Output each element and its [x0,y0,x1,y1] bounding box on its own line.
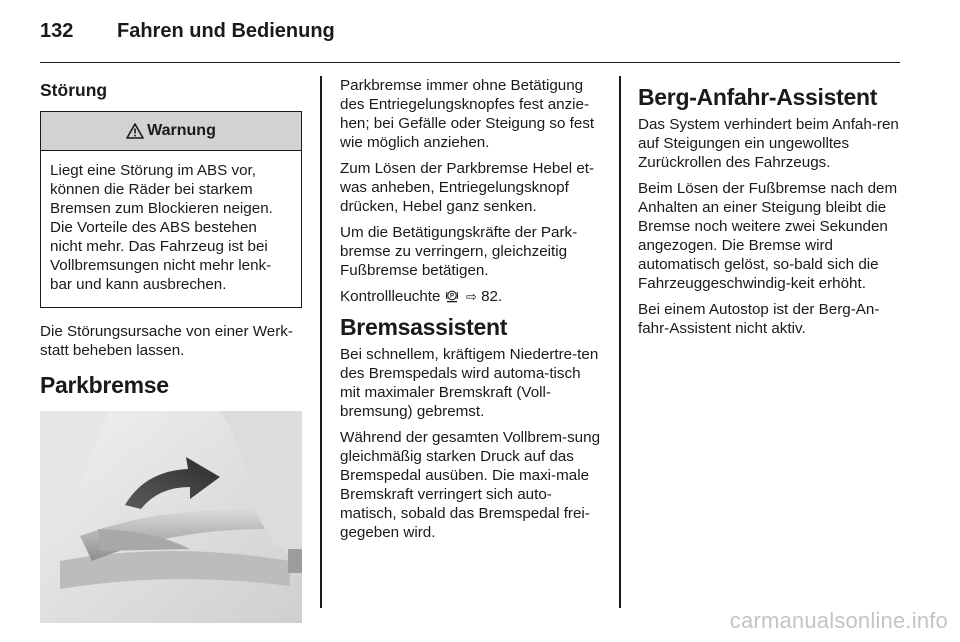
warning-label: Warnung [147,122,216,139]
heading-parkbremse: Parkbremse [40,372,169,398]
watermark-text: carmanualsonline.info [729,608,948,633]
page-reference-icon: ⇨ [465,289,477,304]
paragraph-anziehen: Parkbremse immer ohne Betätigung des Entriegelungsknopfes fest anzie-hen; bei Gefälle oder Steigung so fest wie möglich anziehen. [340,77,595,151]
heading-bremsassistent: Bremsassistent [340,314,508,340]
paragraph-kontrollleuchte [340,287,604,306]
heading-stoerung: Störung [40,80,108,100]
paragraph-loesen-fussbremse: Beim Lösen der Fußbremse nach dem Anhalten an einer Steigung bleibt die Bremse noch weitere zwei Sekunden angezogen. Die Bremse wird automatisch gelöst, so-bald sich die Fahrzeuggeschwindig-keit erhöht. [638,180,898,292]
paragraph-system-verhindert: Das System verhindert beim Anfah-ren auf Steigungen ein ungewolltes Zurückrollen des Fahrzeugs. [638,116,899,171]
paragraph-vollbremsung: Während der gesamten Vollbrem-sung gleichmäßig starken Druck auf das Bremspedal ausüben. Die maxi-male Bremskraft verringert sich auto-matisch, sobald das Bremspedal frei-gegeben wird. [340,429,601,541]
paragraph-loesen: Zum Lösen der Parkbremse Hebel et-was anheben, Entriegelungsknopf drücken, Hebel ganz senken. [340,160,595,215]
warning-header [41,112,301,151]
column-divider [320,76,322,608]
paragraph-stoerungsursache: Die Störungsursache von einer Werk-statt beheben lassen. [40,323,293,359]
column-divider [619,76,621,608]
kontrollleuchte-page-ref[interactable]: 82. [481,288,503,305]
page-section-title: Fahren und Bedienung [117,20,335,42]
column-left [40,76,302,623]
warning-text: Liegt eine Störung im ABS vor, können die Räder bei starkem Bremsen zum Blockieren neigen. Die Vorteile des ABS bestehen nicht mehr. Das Fahrzeug ist bei Vollbremsungen nicht mehr lenk-bar und kann ausbrechen. [50,162,273,293]
warning-triangle-icon [126,123,144,139]
parking-brake-warning-icon [445,289,459,303]
warning-body [41,151,301,307]
paragraph-niedertreten: Bei schnellem, kräftigem Niedertre-ten des Bremspedals wird automa-tisch mit maximaler Bremskraft (Voll-bremsung) gebremst. [340,346,599,420]
column-right [638,76,900,345]
paragraph-autostop: Bei einem Autostop ist der Berg-An-fahr-Assistent nicht aktiv. [638,301,880,337]
page-number: 132 [40,20,74,42]
column-middle [340,76,604,549]
page-header [40,18,900,63]
paragraph-betaetigungskraefte: Um die Betätigungskräfte der Park-bremse zu verringern, gleichzeitig Fußbremse betätigen. [340,224,578,279]
warning-box [40,111,302,308]
parking-brake-lever-illustration [40,411,302,623]
svg-text:P: P [449,293,454,300]
kontrollleuchte-label: Kontrollleuchte [340,288,441,305]
heading-berg-anfahr-assistent: Berg-Anfahr-Assistent [638,84,878,110]
